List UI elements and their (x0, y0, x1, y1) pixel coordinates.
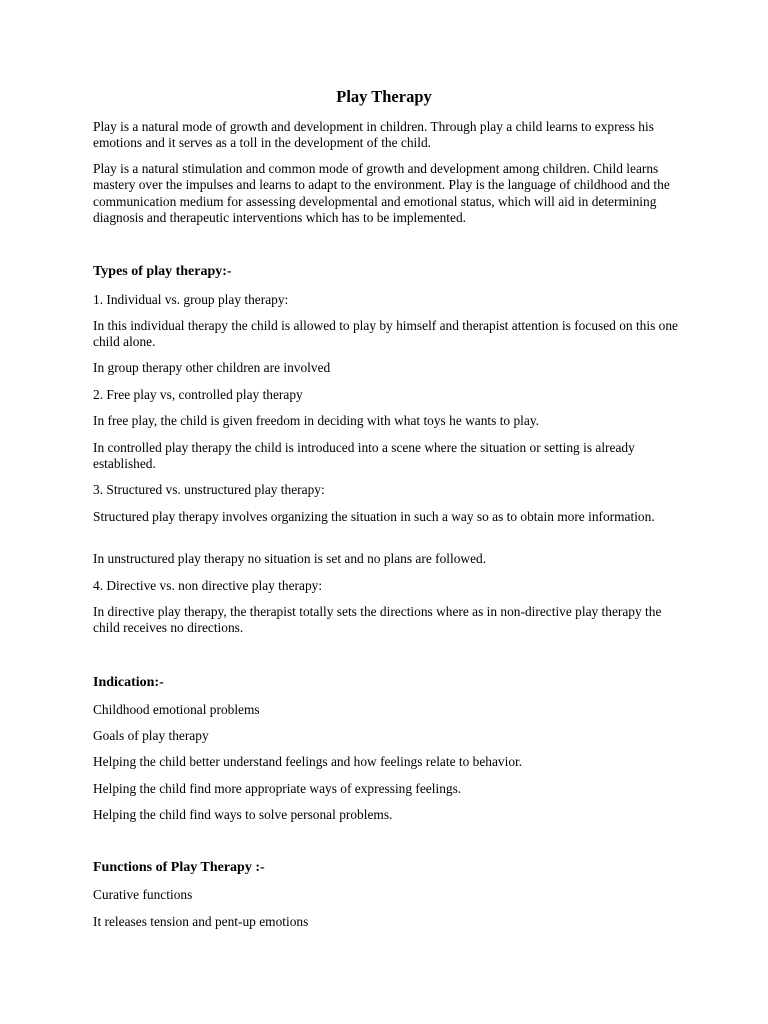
indication-line: Helping the child find ways to solve personal problems. (93, 807, 393, 822)
types-line: 1. Individual vs. group play therapy: (93, 292, 289, 307)
types-line: In directive play therapy, the therapist totally sets the directions where as in non-directive play therapy the child receives no directions. (93, 604, 662, 636)
functions-line: It releases tension and pent-up emotions (93, 914, 309, 929)
types-line: 2. Free play vs, controlled play therapy (93, 387, 303, 402)
types-line: 3. Structured vs. unstructured play therapy: (93, 482, 325, 497)
indication-line: Helping the child better understand feelings and how feelings relate to behavior. (93, 754, 523, 769)
types-line: 4. Directive vs. non directive play therapy: (93, 578, 323, 593)
types-line: In group therapy other children are involved (93, 360, 331, 375)
types-line: In controlled play therapy the child is introduced into a scene where the situation or setting is already established. (93, 440, 635, 472)
types-line: In this individual therapy the child is allowed to play by himself and therapist attention is focused on this one child alone. (93, 318, 678, 350)
types-line: In unstructured play therapy no situation is set and no plans are followed. (93, 551, 487, 566)
types-line: In free play, the child is given freedom in deciding with what toys he wants to play. (93, 413, 539, 428)
section-heading-indication: Indication:- (93, 675, 164, 690)
indication-line: Helping the child find more appropriate ways of expressing feelings. (93, 781, 462, 796)
intro-paragraph-1: Play is a natural mode of growth and development in children. Through play a child learns to express his emotions and it serves as a toll in the development of the child. (93, 119, 654, 151)
indication-line: Childhood emotional problems (93, 702, 260, 717)
functions-line: Curative functions (93, 887, 193, 902)
types-line: Structured play therapy involves organizing the situation in such a way so as to obtain more information. (93, 509, 655, 524)
section-heading-types: Types of play therapy:- (93, 264, 232, 279)
page-title: Play Therapy (336, 87, 432, 106)
section-heading-functions: Functions of Play Therapy :- (93, 860, 265, 875)
indication-line: Goals of play therapy (93, 728, 209, 743)
intro-paragraph-2: Play is a natural stimulation and common mode of growth and development among children. Child learns mastery over the impulses and learns to adapt to the environment. Play is the language of childhood and the communication medium for assessing developmental and emotional status, which will aid in determining diagnosis and therapeutic interventions which has to be implemented. (93, 161, 670, 226)
